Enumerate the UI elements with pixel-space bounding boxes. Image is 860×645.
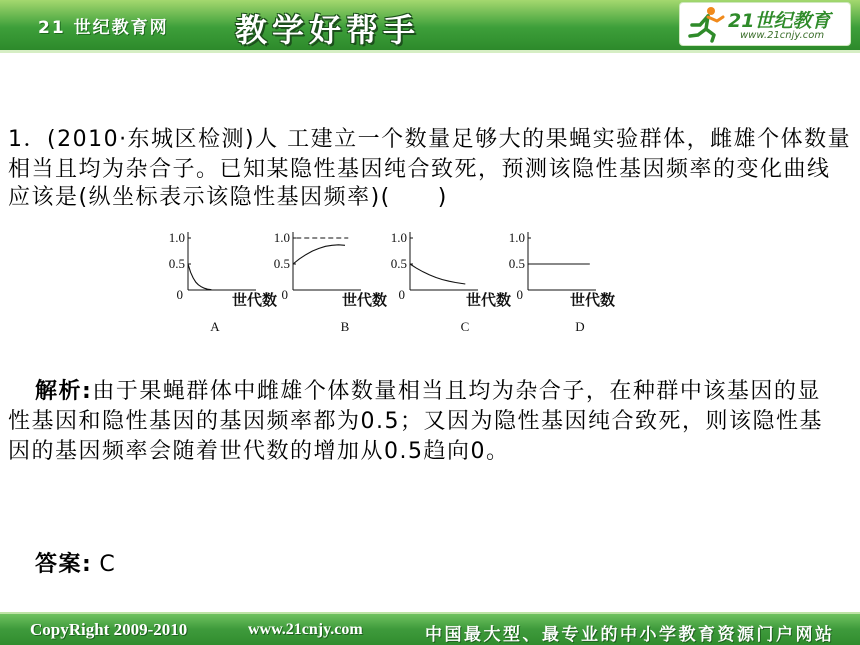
chart-d-option-letter: D: [575, 319, 585, 334]
chart-b-ytick-label: 0.5: [273, 256, 290, 271]
chart-d-ytick-label: 1.0: [508, 230, 525, 245]
answer-line: [35, 551, 116, 579]
question-line: 应该是(纵坐标表示该隐性基因频率)( ): [8, 185, 448, 210]
answer-value: C: [99, 552, 117, 577]
chart-b-ytick-label: 1.0: [273, 230, 290, 245]
analysis-line: [35, 378, 821, 406]
answer-label: 答案:: [35, 552, 93, 577]
chart-d-xlabel: 世代数: [570, 291, 616, 309]
chart-c-xlabel: 世代数: [466, 291, 512, 309]
chart-b-option-letter: B: [340, 319, 350, 334]
chart-a-origin-label: 0: [176, 287, 183, 302]
footer-tagline: 中国最大型、最专业的中小学教育资源门户网站: [425, 625, 835, 645]
site-logo: [680, 3, 850, 45]
analysis-label: 解析:: [35, 379, 93, 404]
analysis-line: 性基因和隐性基因的基因频率都为0.5；又因为隐性基因纯合致死，则该隐性基: [8, 409, 823, 434]
chart-a-ytick-label: 1.0: [168, 230, 185, 245]
footer-url: www.21cnjy.com: [248, 621, 363, 638]
slogan: 教学好帮手: [235, 11, 421, 49]
chart-a-ytick-label: 0.5: [168, 256, 185, 271]
runner-logo-icon: [686, 5, 726, 43]
site-name: 21 世纪教育网: [38, 18, 169, 38]
logo-url-text: www.21cnjy.com: [740, 30, 825, 41]
chart-b-curve: [293, 245, 345, 264]
chart-c-curve: [410, 264, 465, 284]
logo-brand-text: 21世纪教育: [728, 10, 831, 32]
chart-c-option-letter: C: [460, 319, 470, 334]
chart-a-curve: [188, 264, 211, 290]
header-banner: [0, 0, 860, 53]
footer-copyright: CopyRight 2009-2010: [30, 620, 188, 639]
question-line: 1．(2010·东城区检测)人 工建立一个数量足够大的果蝇实验群体，雌雄个体数量: [8, 127, 852, 152]
analysis-text: 由于果蝇群体中雌雄个体数量相当且均为杂合子，在种群中该基因的显: [92, 379, 821, 404]
chart-d-ytick-label: 0.5: [508, 256, 525, 271]
answer-options-figure: [0, 220, 860, 340]
question-line: 相当且均为杂合子。已知某隐性基因纯合致死，预测该隐性基因频率的变化曲线: [8, 157, 831, 182]
chart-a-xlabel: 世代数: [232, 291, 278, 309]
chart-a-option-letter: A: [210, 319, 220, 334]
chart-c-ytick-label: 1.0: [390, 230, 407, 245]
chart-b-origin-label: 0: [281, 287, 288, 302]
chart-c-ytick-label: 0.5: [390, 256, 407, 271]
chart-d-origin-label: 0: [516, 287, 523, 302]
analysis-line: 因的基因频率会随着世代数的增加从0.5趋向0。: [8, 439, 510, 464]
footer-banner: [0, 612, 860, 645]
chart-b-xlabel: 世代数: [342, 291, 388, 309]
chart-c-origin-label: 0: [398, 287, 405, 302]
